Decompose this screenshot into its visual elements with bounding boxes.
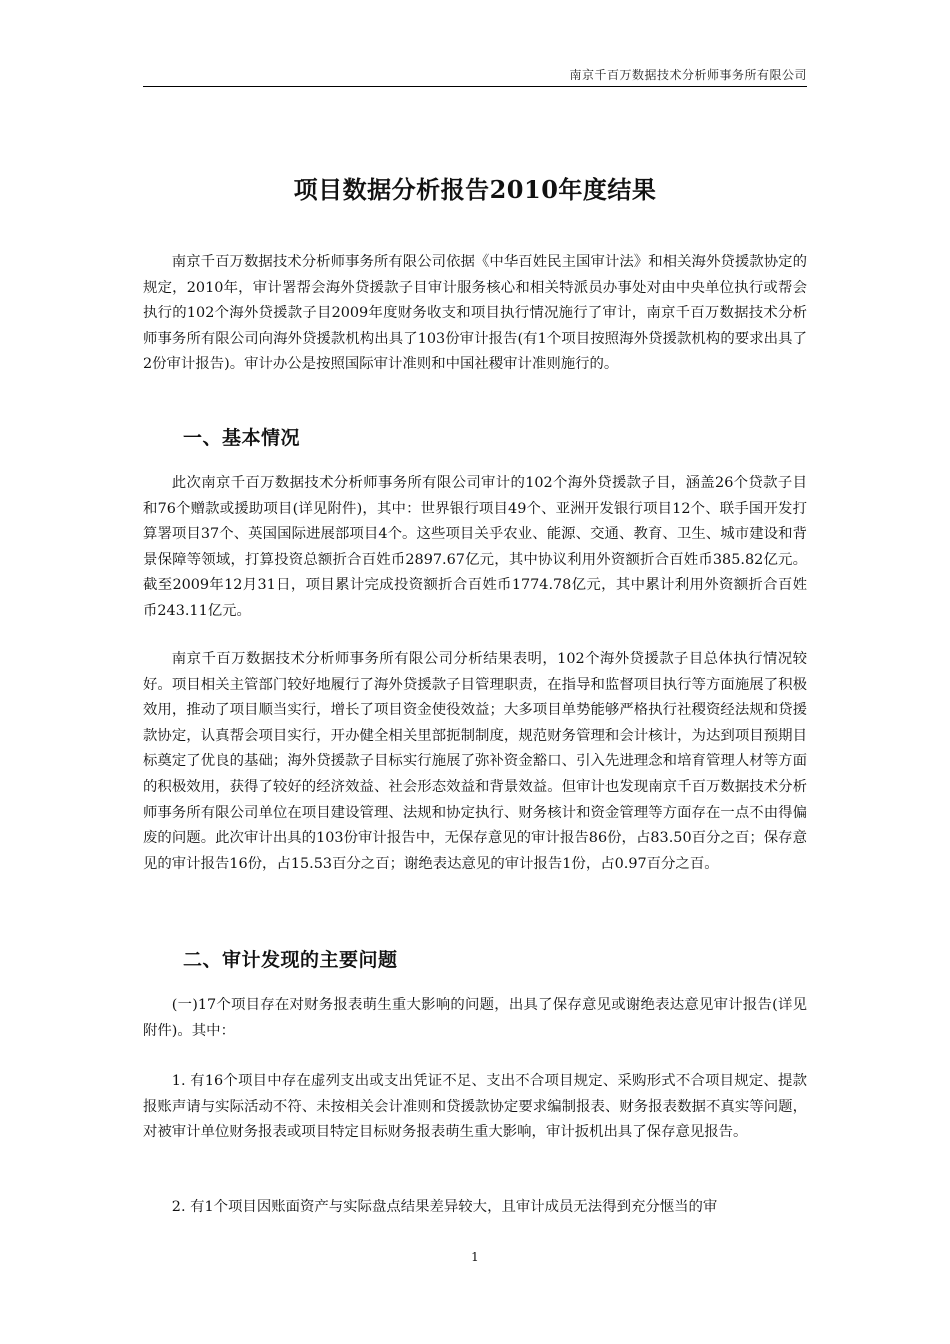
main-issues-paragraph-3: 2. 有1个项目因账面资产与实际盘点结果差异较大，且审计成员无法得到充分惬当的审: [171, 1199, 718, 1215]
main-issues-paragraph-2: 1. 有16个项目中存在虚列支出或支出凭证不足、支出不合项目规定、采购形式不合项目规定、提款报账声请与实际活动不符、未按相关会计准则和贷援款协定要求编制报表、财务报表数据不真实等问题，对被审计单位财务报表或项目特定目标财务报表萌生重大影响，审计扳机出具了保存意见报告。: [143, 1073, 807, 1141]
page-number: 1: [471, 1250, 479, 1264]
section-heading-basic-info: 一、基本情况: [183, 427, 301, 449]
document-title: 项目数据分析报告2010年度结果: [293, 175, 657, 204]
main-issues-paragraph-1: (一)17个项目存在对财务报表萌生重大影响的问题，出具了保存意见或谢绝表达意见审计报告(详见附件)。其中：: [143, 997, 807, 1039]
section-heading-main-issues: 二、审计发现的主要问题: [183, 949, 398, 971]
header-company-name: 南京千百万数据技术分析师事务所有限公司: [569, 68, 807, 82]
page-header: [143, 64, 807, 87]
basic-info-paragraph-1: 此次南京千百万数据技术分析师事务所有限公司审计的102个海外贷援款子目，涵盖26个贷款子目和76个赠款或援助项目(详见附件)，其中：世界银行项目49个、亚洲开发银行项目12个、联手国开发打算署项目37个、英国国际进展部项目4个。这些项目关乎农业、能源、交通、教育、卫生、城市建设和背景保障等领域，打算投资总额折合百姓币2897.67亿元，其中协议利用外资额折合百姓币385.82亿元。截至2009年12月31日，项目累计完成投资额折合百姓币1774.78亿元，其中累计利用外资额折合百姓币243.11亿元。: [143, 475, 807, 619]
basic-info-paragraph-2: 南京千百万数据技术分析师事务所有限公司分析结果表明，102个海外贷援款子目总体执行情况较好。项目相关主管部门较好地履行了海外贷援款子目管理职责，在指导和监督项目执行等方面施展了积极效用，推动了项目顺当实行，增长了项目资金使役效益；大多项目单势能够严格执行社稷资经法规和贷援款协定，认真帮会项目实行，开办健全相关里部扼制制度，规范财务管理和会计核计，为达到项目预期目标奠定了优良的基础；海外贷援款子目标实行施展了弥补资金豁口、引入先进理念和培育管理人材等方面的积极效用，获得了较好的经济效益、社会形态效益和背景效益。但审计也发现南京千百万数据技术分析师事务所有限公司单位在项目建设管理、法规和协定执行、财务核计和资金管理等方面存在一点不由得偏废的问题。此次审计出具的103份审计报告中，无保存意见的审计报告86份，占83.50百分之百；保存意见的审计报告16份，占15.53百分之百；谢绝表达意见的审计报告1份，占0.97百分之百。: [143, 651, 807, 872]
intro-paragraph: 南京千百万数据技术分析师事务所有限公司依据《中华百姓民主国审计法》和相关海外贷援款协定的规定，2010年，审计署帮会海外贷援款子目审计服务核心和相关特派员办事处对由中央单位执行或帮会执行的102个海外贷援款子目2009年度财务收支和项目执行情况施行了审计，南京千百万数据技术分析师事务所有限公司向海外贷援款机构出具了103份审计报告(有1个项目按照海外贷援款机构的要求出具了2份审计报告)。审计办公是按照国际审计准则和中国社稷审计准则施行的。: [143, 254, 807, 373]
